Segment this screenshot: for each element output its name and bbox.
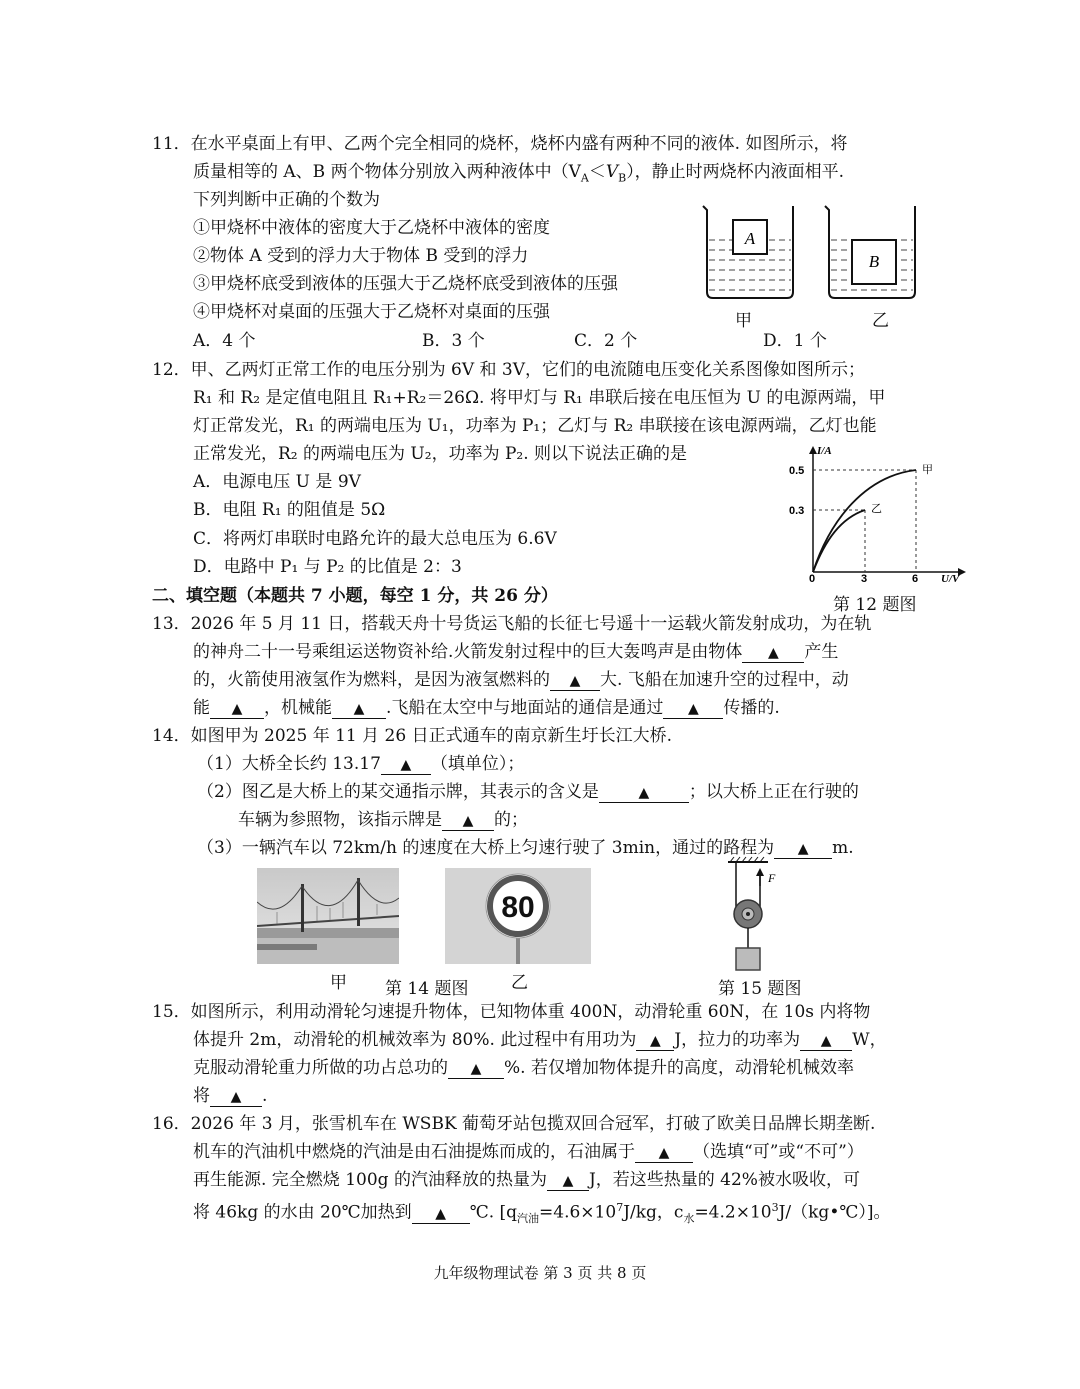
answer-blank: ▲ bbox=[462, 813, 474, 829]
q16-line2: 机车的汽油机中燃烧的汽油是由石油提炼而成的，石油属于 ▲ （选填“可”或“不可”） bbox=[193, 1142, 864, 1162]
q12-option-b: B．电阻 R₁ 的阻值是 5Ω bbox=[193, 500, 386, 520]
q15-line2: 体提升 2m，动滑轮的机械效率为 80%. 此过程中有用功为 ▲ J，拉力的功率为 ▲ W， bbox=[193, 1030, 887, 1050]
q12-line3: 灯正常发光，R₁ 的两端电压为 U₁，功率为 P₁；乙灯与 R₂ 串联接在该电源两端，乙灯也能 bbox=[193, 416, 877, 436]
graph-x-tick-6: 6 bbox=[912, 573, 919, 585]
sign-photo-label: 乙 bbox=[511, 973, 528, 993]
q11-line2: 质量相等的 A、B 两个物体分别放入两种液体中$(V_A<V_B)$，静止时两烧杯内液面相平. bbox=[193, 162, 845, 185]
answer-blank: ▲ bbox=[470, 1061, 482, 1077]
answer-blank: ▲ bbox=[658, 1145, 670, 1161]
q11-line3: 下列判断中正确的个数为 bbox=[193, 190, 380, 210]
q11-statement-2: ②物体 A 受到的浮力大于物体 B 受到的浮力 bbox=[193, 246, 529, 266]
beaker-yi bbox=[825, 206, 915, 298]
speed-limit-text: 80 bbox=[501, 891, 535, 924]
q14-sub3: （3）一辆汽车以 72km/h 的速度在大桥上匀速行驶了 3min，通过的路程为 ▲ m. bbox=[197, 838, 854, 858]
answer-blank: ▲ bbox=[353, 701, 365, 717]
q15-caption: 第 15 题图 bbox=[718, 979, 802, 999]
q12-line4: 正常发光，R₂ 的两端电压为 U₂，功率为 P₂. 则以下说法正确的是 bbox=[193, 444, 688, 464]
curve-jia-label: 甲 bbox=[922, 463, 933, 476]
block-b-label: B bbox=[868, 252, 880, 271]
q12-option-d: D．电路中 P₁ 与 P₂ 的比值是 2：3 bbox=[193, 557, 462, 577]
q16-line4: 将 46kg 的水由 20℃加热到 ▲ ℃. [$q_{汽油}=4.6\times 10^7J/kg$，$c_水=4.2\times 10^3J/(kg•℃)$]。 bbox=[193, 1201, 891, 1226]
q12-line1: 12．甲、乙两灯正常工作的电压分别为 6V 和 3V，它们的电流随电压变化关系图像如图所示； bbox=[152, 360, 866, 380]
answer-blank: ▲ bbox=[569, 673, 581, 689]
beaker-jia bbox=[703, 206, 793, 298]
answer-blank: ▲ bbox=[820, 1033, 832, 1049]
answer-blank: ▲ bbox=[649, 1033, 661, 1049]
curve-yi-label: 乙 bbox=[871, 502, 882, 515]
q11-statement-3: ③甲烧杯底受到液体的压强大于乙烧杯底受到液体的压强 bbox=[193, 274, 618, 294]
answer-blank: ▲ bbox=[688, 701, 699, 717]
curve-jia bbox=[813, 470, 916, 572]
block-a-label: A bbox=[744, 229, 756, 248]
graph-x-tick-3: 3 bbox=[861, 573, 868, 585]
q15-line1: 15．如图所示，利用动滑轮匀速提升物体，已知物体重 400N，动滑轮重 60N，在 10s 内将物 bbox=[152, 1002, 871, 1022]
q13-line4: 能 ▲ ，机械能 ▲ .飞船在太空中与地面站的通信是通过 ▲ 传播的. bbox=[193, 698, 780, 718]
q12-option-a: A．电源电压 U 是 9V bbox=[193, 472, 361, 492]
q13-line1: 13．2026 年 5 月 11 日，搭载天舟十号货运飞船的长征七号遥十一运载火箭发射成功，为在轨 bbox=[152, 614, 872, 634]
graph-ylabel: I/A bbox=[817, 445, 832, 457]
q12-line2: R₁ 和 R₂ 是定值电阻且 R₁+R₂＝26Ω. 将甲灯与 R₁ 串联后接在电压恒为 U 的电源两端，甲 bbox=[193, 388, 886, 408]
answer-blank: ▲ bbox=[768, 645, 779, 661]
q14-sub1: （1）大桥全长约 13.17 ▲ （填单位）； bbox=[197, 754, 525, 774]
q14-line1: 14．如图甲为 2025 年 11 月 26 日正式通车的南京新生圩长江大桥. bbox=[152, 726, 672, 746]
q11-option-c: C．2 个 bbox=[574, 331, 638, 351]
q15-line3: 克服动滑轮重力所做的功占总功的 ▲ %. 若仅增加物体提升的高度，动滑轮机械效率 bbox=[193, 1058, 854, 1078]
q16-line1: 16．2026 年 3 月，张雪机车在 WSBK 葡萄牙站包揽双回合冠军，打破了欧美日品牌长期垄断. bbox=[152, 1114, 876, 1134]
q16-line3: 再生能源. 完全燃烧 100g 的汽油释放的热量为 ▲ J，若这些热量的 42%被水吸收，可 bbox=[193, 1170, 860, 1190]
beaker-yi-label: 乙 bbox=[872, 311, 889, 331]
bridge-photo bbox=[257, 868, 399, 964]
graph-xlabel: U/V bbox=[941, 573, 960, 585]
graph-origin: 0 bbox=[809, 573, 816, 585]
graph-y-tick-03: 0.3 bbox=[789, 505, 805, 517]
q15-line4: 将 ▲ . bbox=[193, 1086, 268, 1106]
q11-option-d: D．1 个 bbox=[763, 331, 827, 351]
force-label: F bbox=[768, 871, 776, 885]
answer-blank: ▲ bbox=[231, 701, 243, 717]
q13-line3: 的，火箭使用液氢作为燃料，是因为液氢燃料的 ▲ 大. 飞船在加速升空的过程中，动 bbox=[193, 670, 849, 690]
answer-blank: ▲ bbox=[230, 1089, 242, 1105]
q14-sub2: （2）图乙是大桥上的某交通指示牌，其表示的含义是 ▲ ；以大桥上正在行驶的 bbox=[197, 782, 859, 802]
q13-line2: 的神舟二十一号乘组运送物资补给.火箭发射过程中的巨大轰鸣声是由物体 ▲ 产生 bbox=[193, 642, 839, 662]
graph-y-tick-05: 0.5 bbox=[789, 465, 805, 477]
q12-iu-graph bbox=[785, 440, 980, 585]
answer-blank: ▲ bbox=[435, 1205, 447, 1222]
q11-statement-4: ④甲烧杯对桌面的压强大于乙烧杯对桌面的压强 bbox=[193, 302, 550, 322]
q11-statement-1: ①甲烧杯中液体的密度大于乙烧杯中液体的密度 bbox=[193, 218, 550, 238]
answer-blank: ▲ bbox=[638, 785, 650, 801]
q12-caption: 第 12 题图 bbox=[833, 595, 917, 615]
q14-sub2-cont: 车辆为参照物，该指示牌是 ▲ 的； bbox=[238, 810, 528, 830]
q11-option-a: A．4 个 bbox=[193, 331, 256, 351]
answer-blank: ▲ bbox=[562, 1173, 574, 1189]
bridge-photo-label: 甲 bbox=[330, 973, 347, 993]
page-footer: 九年级物理试卷 第 3 页 共 8 页 bbox=[433, 1264, 647, 1282]
q11-option-b: B．3 个 bbox=[422, 331, 485, 351]
answer-blank: ▲ bbox=[797, 841, 809, 857]
q11-beakers-figure bbox=[695, 200, 935, 308]
answer-blank: ▲ bbox=[400, 757, 412, 773]
q12-option-c: C．将两灯串联时电路允许的最大总电压为 6.6V bbox=[193, 529, 557, 549]
speed-sign-photo bbox=[445, 868, 591, 964]
beaker-jia-label: 甲 bbox=[735, 311, 752, 331]
q11-line1: 11．在水平桌面上有甲、乙两个完全相同的烧杯，烧杯内盛有两种不同的液体. 如图所示，将 bbox=[152, 134, 848, 154]
q14-caption: 第 14 题图 bbox=[385, 979, 469, 999]
section-2-heading: 二、填空题（本题共 7 小题，每空 1 分，共 26 分） bbox=[152, 586, 558, 606]
pulley-figure bbox=[718, 856, 818, 974]
